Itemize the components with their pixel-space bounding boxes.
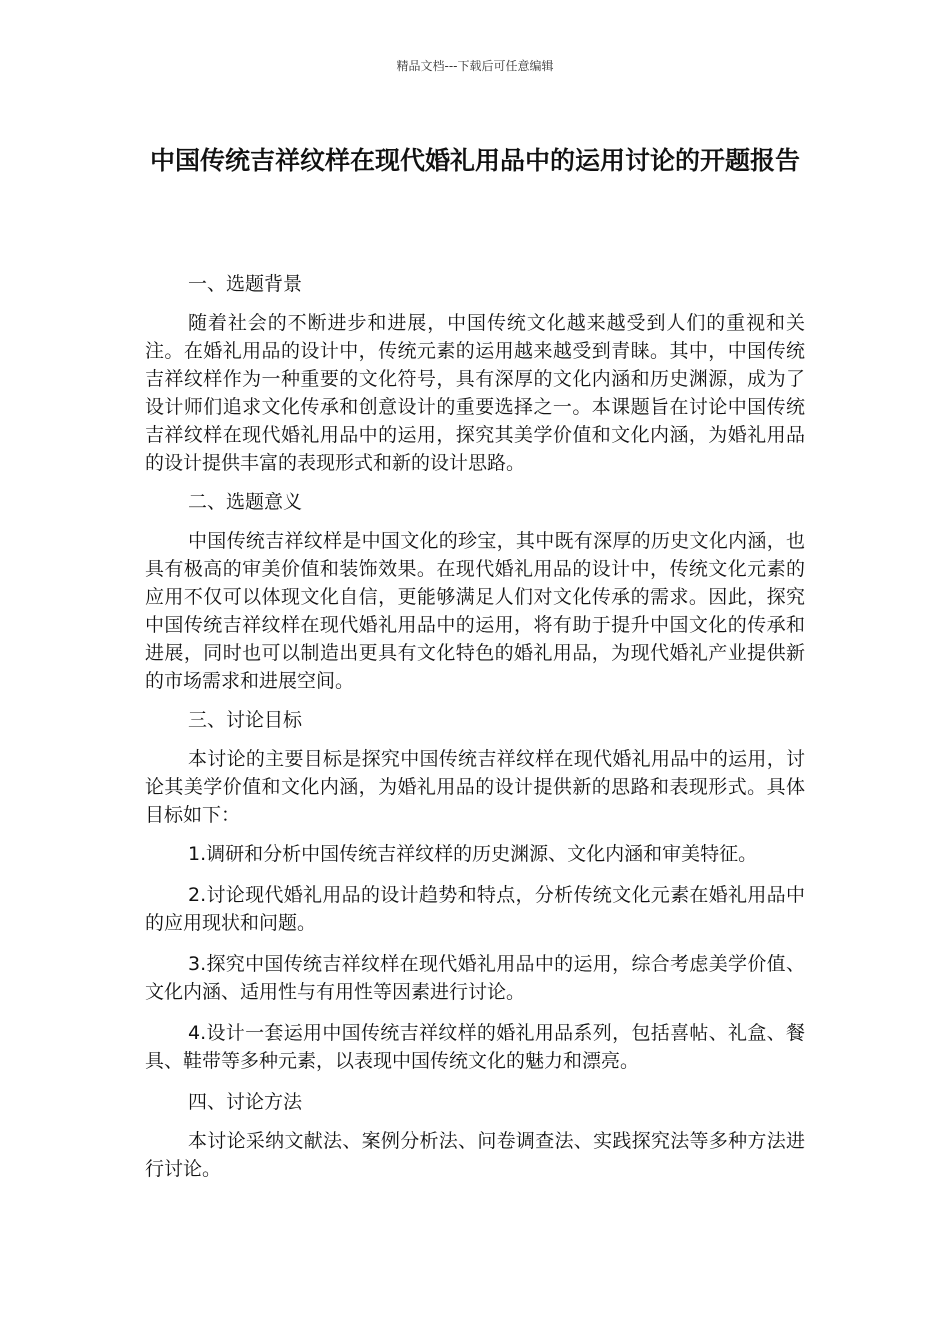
section-heading: 三、讨论目标 — [188, 709, 303, 731]
section-heading: 二、选题意义 — [188, 491, 303, 513]
paragraph: 随着社会的不断进步和进展，中国传统文化越来越受到人们的重视和关注。在婚礼用品的设计中，传统元素的运用越来越受到青睐。其中，中国传统吉祥纹样作为一种重要的文化符号，具有深厚的文化内涵和历史渊源，成为了设计师们追求文化传承和创意设计的重要选择之一。本课题旨在讨论中国传统吉祥纹样在现代婚礼用品中的运用，探究其美学价值和文化内涵，为婚礼用品的设计提供丰富的表现形式和新的设计思路。 — [145, 312, 805, 474]
paragraph: 本讨论的主要目标是探究中国传统吉祥纹样在现代婚礼用品中的运用，讨论其美学价值和文化内涵，为婚礼用品的设计提供新的思路和表现形式。具体目标如下： — [145, 748, 805, 826]
objective-item: 4.设计一套运用中国传统吉祥纹样的婚礼用品系列，包括喜帖、礼盒、餐具、鞋带等多种元素，以表现中国传统文化的魅力和漂亮。 — [145, 1022, 805, 1072]
document-title: 中国传统吉祥纹样在现代婚礼用品中的运用讨论的开题报告 — [149, 146, 800, 175]
section-heading: 一、选题背景 — [188, 273, 303, 295]
objective-item: 3.探究中国传统吉祥纹样在现代婚礼用品中的运用，综合考虑美学价值、文化内涵、适用性与有用性等因素进行讨论。 — [145, 953, 805, 1003]
section-heading: 四、讨论方法 — [188, 1091, 303, 1113]
objective-item: 1.调研和分析中国传统吉祥纹样的历史渊源、文化内涵和审美特征。 — [188, 843, 758, 865]
paragraph: 中国传统吉祥纹样是中国文化的珍宝，其中既有深厚的历史文化内涵，也具有极高的审美价值和装饰效果。在现代婚礼用品的设计中，传统文化元素的应用不仅可以体现文化自信，更能够满足人们对文化传承的需求。因此，探究中国传统吉祥纹样在现代婚礼用品中的运用，将有助于提升中国文化的传承和进展，同时也可以制造出更具有文化特色的婚礼用品，为现代婚礼产业提供新的市场需求和进展空间。 — [145, 530, 805, 692]
document-body — [145, 270, 805, 1194]
section-methods — [145, 1088, 805, 1183]
section-background — [145, 270, 805, 477]
objective-item: 2.讨论现代婚礼用品的设计趋势和特点，分析传统文化元素在婚礼用品中的应用现状和问题。 — [145, 884, 805, 934]
section-objectives — [145, 706, 805, 1075]
header-watermark: 精品文档---下载后可任意编辑 — [396, 59, 554, 73]
section-significance — [145, 488, 805, 695]
paragraph: 本讨论采纳文献法、案例分析法、问卷调查法、实践探究法等多种方法进行讨论。 — [145, 1130, 805, 1180]
